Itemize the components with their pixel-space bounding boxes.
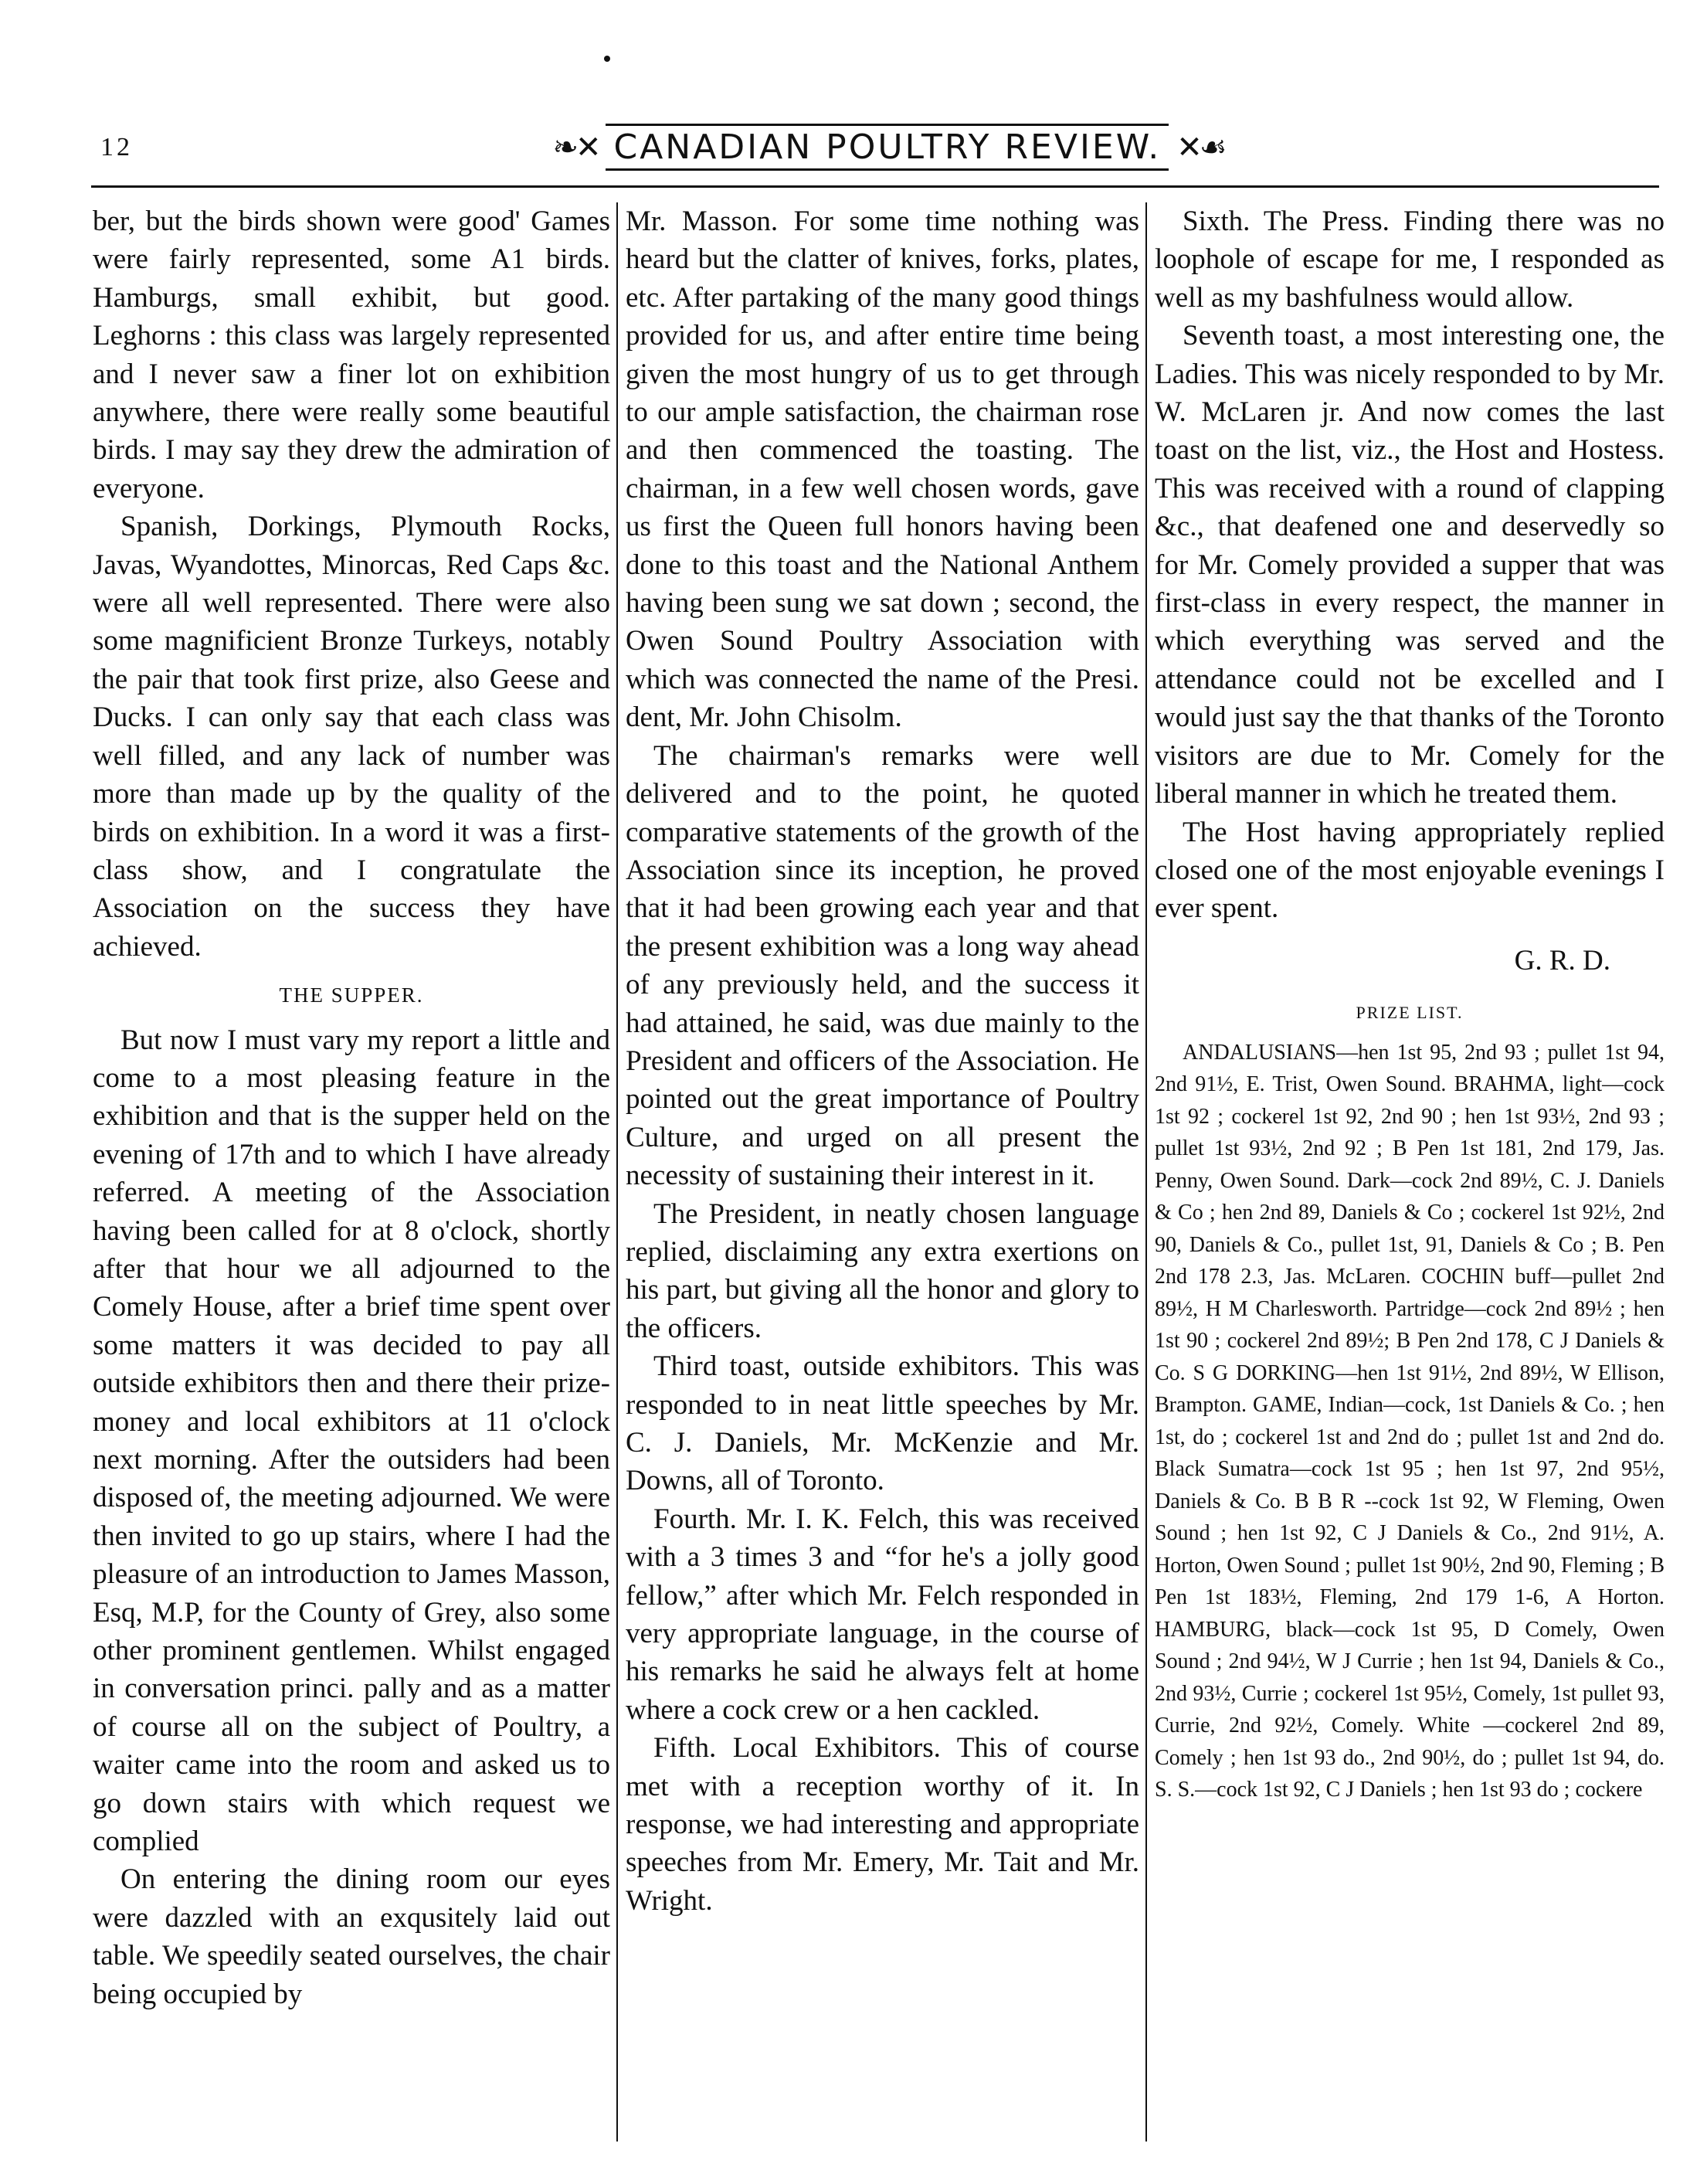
masthead — [541, 116, 1236, 178]
author-signature: G. R. D. — [1514, 944, 1610, 977]
left-ornament-icon: ❧✕ — [552, 129, 599, 165]
paragraph: On entering the dining room our eyes were dazzled with an exqusitely laid out table. We speedily seated ourselves, the chair being occupied by — [93, 1863, 610, 2010]
paragraph: The President, in neatly chosen language replied, disclaiming any extra exertions on his part, but giving all the honor and glory to the officers. — [626, 1197, 1139, 1344]
section-heading: THE SUPPER. — [279, 983, 424, 1007]
column-divider — [1145, 202, 1147, 2142]
paragraph: Fourth. Mr. I. K. Felch, this was received with a 3 times 3 and “for he's a jolly good fellow,” after which Mr. Felch responded in very appropriate language, in the course of his remarks he said he always felt at home where a cock crew or a hen cackled. — [626, 1503, 1139, 1726]
page-number: 12 — [100, 133, 133, 161]
paragraph: Mr. Masson. For some time nothing was heard but the clatter of knives, forks, plates, etc. After partaking of the many good things provided for us, and after entire time being given the most hungry of us to get through to our ample satisfaction, the chairman rose and then commenced the toasting. The chairman, in a few well chosen words, gave us first the Queen full honors having been done to this toast and the National Anthem having been sung we sat down ; second, the Owen Sound Poultry Association with which was connected the name of the Presi. dent, Mr. John Chisolm. — [626, 205, 1139, 734]
paragraph: Sixth. The Press. Finding there was no loophole of escape for me, I responded as well as my bashfulness would allow. — [1155, 205, 1665, 314]
column-1 — [93, 202, 610, 2157]
printer-dot — [604, 56, 610, 62]
header-rule — [91, 185, 1659, 188]
column-2 — [626, 202, 1139, 2157]
paragraph: The Host having appropriately replied closed one of the most enjoyable evenings I ever spent. — [1155, 816, 1665, 925]
paragraph: Seventh toast, a most interesting one, the Ladies. This was nicely responded to by Mr. W. McLaren jr. And now comes the last toast on the list, viz., the Host and Hostess. This was received with a round of clapping &c., that deafened one and deservedly so for Mr. Comely provided a supper that was first-class in every respect, the manner in which everything was served and the attendance could not be excelled and I would just say the that thanks of the Toronto visitors are due to Mr. Comely for the liberal manner in which he treated them. — [1155, 320, 1665, 810]
paragraph: Third toast, outside exhibitors. This was responded to in neat little speeches by Mr. C. J. Daniels, Mr. McKenzie and Mr. Downs, all of Toronto. — [626, 1350, 1139, 1497]
paragraph: But now I must vary my report a little and come to a most pleasing feature in the exhibition and that is the supper held on the evening of 17th and to which I have already referred. A meeting of the Association having been called for at 8 o'clock, shortly after that hour we all adjourned to the Comely House, after a brief time spent over some matters it was decided to pay all outside exhibitors then and there their prize-money and local exhibitors at 11 o'clock next morning. After the outsiders had been disposed of, the meeting adjourned. We were then invited to go up stairs, where I had the pleasure of an introduction to James Masson, Esq, M.P, for the County of Grey, also some other prominent gentlemen. Whilst engaged in conversation princi. pally and as a matter of course all on the subject of Poultry, a waiter came into the room and asked us to go down stairs with which request we complied — [93, 1024, 610, 1858]
column-divider — [616, 202, 618, 2142]
column-3 — [1155, 202, 1665, 2157]
prize-list-text: ANDALUSIANS—hen 1st 95, 2nd 93 ; pullet 1st 94, 2nd 91½, E. Trist, Owen Sound. BRAHMA, light—cock 1st 92 ; cockerel 1st 92, 2nd 90 ; hen 1st 93½, 2nd 93 ; pullet 1st 93½, 2nd 92 ; B Pen 1st 181, 2nd 179, Jas. Penny, Owen Sound. Dark—cock 2nd 89½, C. J. Daniels & Co ; hen 2nd 89, Daniels & Co ; cockerel 1st 92½, 2nd 90, Daniels & Co., pullet 1st, 91, Daniels & Co ; B. Pen 2nd 178 2.3, Jas. McLaren. COCHIN buff—pullet 2nd 89½, H M Charlesworth. Partridge—cock 2nd 89½ ; hen 1st 90 ; cockerel 2nd 89½; B Pen 2nd 178, C J Daniels & Co. S G DORKING—hen 1st 91½, 2nd 89½, W Ellison, Brampton. GAME, Indian—cock, 1st Daniels & Co. ; hen 1st, do ; cockerel 1st and 2nd do ; pullet 1st and 2nd do. Black Sumatra—cock 1st 95 ; hen 1st 97, 2nd 95½, Daniels & Co. B B R --cock 1st 92, W Fleming, Owen Sound ; hen 1st 92, C J Daniels & Co., 2nd 91½, A. Horton, Owen Sound ; pullet 1st 90½, 2nd 90, Fleming ; B Pen 1st 183½, Fleming, 2nd 179 1-6, A Horton. HAMBURG, black—cock 1st 95, D Comely, Owen Sound ; 2nd 94½, W J Currie ; hen 1st 94, Daniels & Co., 2nd 93½, Currie ; cockerel 1st 95½, Comely, 1st pullet 93, Currie, 2nd 92½, Comely. White —cockerel 2nd 89, Comely ; hen 1st 93 do., 2nd 90½, do ; pullet 1st 94, do. S. S.—cock 1st 92, C J Daniels ; hen 1st 93 do ; cockere — [1155, 1040, 1665, 1802]
paragraph: Fifth. Local Exhibitors. This of course met with a reception worthy of it. In response, we had interesting and appropriate speeches from Mr. Emery, Mr. Tait and Mr. Wright. — [626, 1732, 1139, 1917]
paragraph: Spanish, Dorkings, Plymouth Rocks, Javas, Wyandottes, Minorcas, Red Caps &c. were all well represented. There were also some magnificient Bronze Turkeys, notably the pair that took first prize, also Geese and Ducks. I can only say that each class was well filled, and any lack of number was more than made up by the quality of the birds on exhibition. In a word it was a first-class show, and I congratulate the Association on the success they have achieved. — [93, 511, 610, 963]
publication-title: CANADIAN POULTRY REVIEW. — [606, 124, 1169, 171]
paragraph: ber, but the birds shown were good' Games were fairly represented, some A1 birds. Hamburgs, small exhibit, but good. Leghorns : this class was largely represented and I never saw a finer lot on exhibition anywhere, there were really some beautiful birds. I may say they drew the admiration of everyone. — [93, 205, 610, 504]
right-ornament-icon: ✕☙ — [1176, 129, 1224, 165]
paragraph: The chairman's remarks were well delivered and to the point, he quoted comparative statements of the growth of the Association since its inception, he proved that it had been growing each year and that the present exhibition was a long way ahead of any previously held, and the success it had attained, he said, was due mainly to the President and officers of the Association. He pointed out the great importance of Poultry Culture, and urged on all present the necessity of sustaining their interest in it. — [626, 739, 1139, 1192]
prize-list-heading: PRIZE LIST. — [1356, 1003, 1464, 1023]
